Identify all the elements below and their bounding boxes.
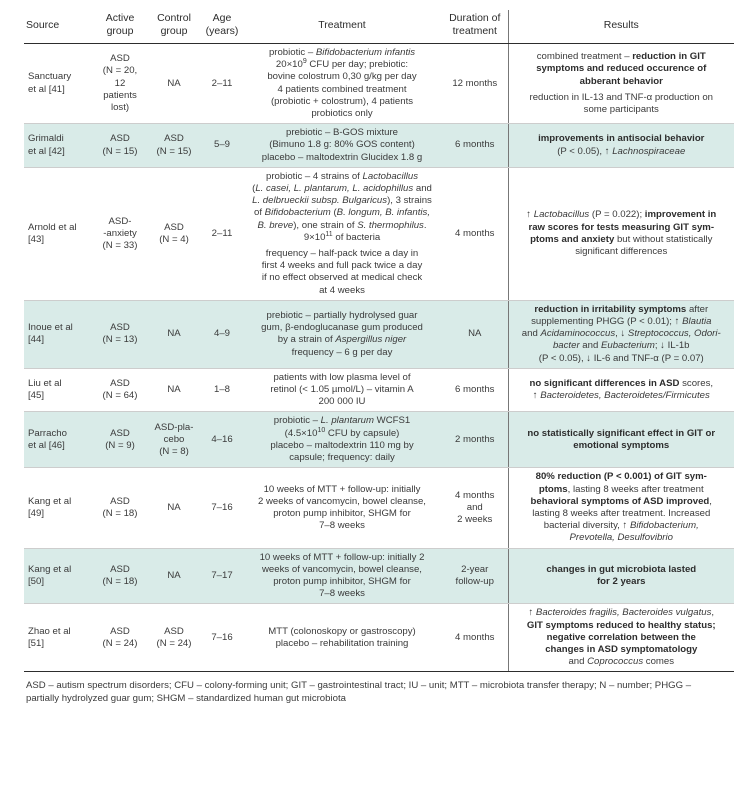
table-row (24, 44, 734, 124)
cell-results: reduction in irritability symptoms after supplementing PHGG (P < 0.01); ↑ Blautia and Acidaminococcus, ↓ Streptococcus, Odori- bacter and Eubacterium; ↓ IL-1b (P < 0.05), ↓ IL-6 and TNF-α (P = 0.07) (508, 300, 734, 368)
cell-control-group: NA (146, 368, 202, 412)
cell-results: changes in gut microbiota lasted for 2 years (508, 548, 734, 604)
header-row (24, 10, 734, 44)
cell-duration: 6 months (442, 124, 508, 168)
cell-source: Grimaldi et al [42] (24, 124, 94, 168)
cell-source: Liu et al [45] (24, 368, 94, 412)
cell-source: Inoue et al [44] (24, 300, 94, 368)
cell-treatment: prebiotic – partially hydrolysed guar gum, β-endoglucanase gum produced by a strain of Aspergillus niger frequency – 6 g per day (242, 300, 442, 368)
header-source: Source (24, 10, 94, 44)
cell-duration: 2 months (442, 412, 508, 468)
table-row (24, 412, 734, 468)
cell-treatment: probiotic – 4 strains of Lactobacillus (L. casei, L. plantarum, L. acidophillus and L. delbrueckii subsp. Bulgaricus), 3 strains of Bifidobacterium (B. longum, B. infantis, B. breve), one strain of S. thermophilus. $9\times 10^{11}$ of bacteria frequency – half-pack twice a day in first 4 weeks and full pack twice a day if no effect observed at medical check at 4 weeks (242, 167, 442, 300)
cell-age: 7–17 (202, 548, 242, 604)
cell-results: ↑ Lactobacillus (P = 0.022); improvement in raw scores for tests measuring GIT sym- ptoms and anxiety but without statistically significant differences (508, 167, 734, 300)
cell-treatment: MTT (colonoskopy or gastroscopy) placebo – rehabilitation training (242, 604, 442, 672)
cell-treatment: patients with low plasma level of retinol (< 1.05 µmol/L) – vitamin A 200 000 IU (242, 368, 442, 412)
cell-duration: 12 months (442, 44, 508, 124)
cell-control-group: ASD-pla- cebo (N = 8) (146, 412, 202, 468)
cell-results: improvements in antisocial behavior (P < 0.05), ↑ Lachnospiraceae (508, 124, 734, 168)
cell-age: 1–8 (202, 368, 242, 412)
header-treatment: Treatment (242, 10, 442, 44)
footnote: ASD – autism spectrum disorders; CFU – colony-forming unit; GIT – gastrointestinal tract; IU – unit; MTT – microbiota transfer therapy; N – number; PHGG – partially hydrolyzed guar gum; SHGM – standardized human gut microbiota (26, 680, 692, 705)
cell-results: no statistically significant effect in GIT or emotional symptoms (508, 412, 734, 468)
header-active-group: Active group (94, 10, 146, 44)
cell-active-group: ASD (N = 9) (94, 412, 146, 468)
cell-results: combined treatment – reduction in GIT symptoms and reduced occurence of abberant behavior reduction in IL-13 and TNF-α production on some participants (508, 44, 734, 124)
cell-active-group: ASD (N = 24) (94, 604, 146, 672)
cell-active-group: ASD (N = 18) (94, 468, 146, 548)
cell-source: Zhao et al [51] (24, 604, 94, 672)
cell-duration: 2-year follow-up (442, 548, 508, 604)
table-row (24, 468, 734, 548)
table-row (24, 167, 734, 300)
cell-results: ↑ Bacteroides fragilis, Bacteroides vulgatus, GIT symptoms reduced to healthy status; negative correlation between the changes in ASD symptomatology and Coprococcus comes (508, 604, 734, 672)
header-duration: Duration of treatment (442, 10, 508, 44)
table-row (24, 604, 734, 672)
cell-results: 80% reduction (P < 0.001) of GIT sym- ptoms, lasting 8 weeks after treatment behavioral symptoms of ASD improved, lasting 8 weeks after treatment. Increased bacterial diversity, ↑ Bifidobacterium, Prevotella, Desulfovibrio (508, 468, 734, 548)
cell-age: 7–16 (202, 468, 242, 548)
cell-control-group: NA (146, 468, 202, 548)
table-row (24, 548, 734, 604)
cell-source: Parracho et al [46] (24, 412, 94, 468)
cell-source: Kang et al [49] (24, 468, 94, 548)
cell-treatment: 10 weeks of MTT + follow-up: initially 2 weeks of vancomycin, bowel cleanse, proton pump inhibitor, SHGM for 7–8 weeks (242, 548, 442, 604)
table-row (24, 124, 734, 168)
cell-control-group: ASD (N = 24) (146, 604, 202, 672)
cell-treatment: probiotic – Bifidobacterium infantis $20\times 10^9$ CFU per day; prebiotic: bovine colostrum 0,30 g/kg per day 4 patients combined treatment (probiotic + colostrum), 4 patients probiotics only (242, 44, 442, 124)
cell-treatment: 10 weeks of MTT + follow-up: initially 2 weeks of vancomycin, bowel cleanse, proton pump inhibitor, SHGM for 7–8 weeks (242, 468, 442, 548)
cell-treatment: probiotic – L. plantarum WCFS1 ($4.5\times 10^{10}$ CFU by capsule) placebo – maltodextrin 110 mg by capsule; frequency: daily (242, 412, 442, 468)
header-age: Age (years) (202, 10, 242, 44)
cell-age: 4–16 (202, 412, 242, 468)
cell-control-group: ASD (N = 4) (146, 167, 202, 300)
cell-treatment: prebiotic – B-GOS mixture (Bimuno 1.8 g: 80% GOS content) placebo – maltodextrin Glucidex 1.8 g (242, 124, 442, 168)
cell-active-group: ASD (N = 18) (94, 548, 146, 604)
header-results: Results (508, 10, 734, 44)
cell-source: Arnold et al [43] (24, 167, 94, 300)
cell-age: 5–9 (202, 124, 242, 168)
cell-duration: NA (442, 300, 508, 368)
table-body (24, 44, 734, 672)
cell-source: Sanctuary et al [41] (24, 44, 94, 124)
cell-duration: 4 months (442, 604, 508, 672)
studies-table (24, 10, 734, 672)
cell-control-group: NA (146, 300, 202, 368)
cell-age: 4–9 (202, 300, 242, 368)
cell-duration: 4 months and 2 weeks (442, 468, 508, 548)
table-row (24, 368, 734, 412)
cell-control-group: NA (146, 548, 202, 604)
cell-age: 2–11 (202, 167, 242, 300)
cell-duration: 6 months (442, 368, 508, 412)
cell-age: 2–11 (202, 44, 242, 124)
header-control-group: Control group (146, 10, 202, 44)
cell-active-group: ASD (N = 64) (94, 368, 146, 412)
cell-active-group: ASD (N = 15) (94, 124, 146, 168)
cell-active-group: ASD (N = 20, 12 patients lost) (94, 44, 146, 124)
cell-control-group: NA (146, 44, 202, 124)
cell-duration: 4 months (442, 167, 508, 300)
cell-source: Kang et al [50] (24, 548, 94, 604)
cell-results: no significant differences in ASD scores, ↑ Bacteroidetes, Bacteroidetes/Firmicutes (508, 368, 734, 412)
cell-control-group: ASD (N = 15) (146, 124, 202, 168)
cell-active-group: ASD- -anxiety (N = 33) (94, 167, 146, 300)
cell-active-group: ASD (N = 13) (94, 300, 146, 368)
table-row (24, 300, 734, 368)
cell-age: 7–16 (202, 604, 242, 672)
